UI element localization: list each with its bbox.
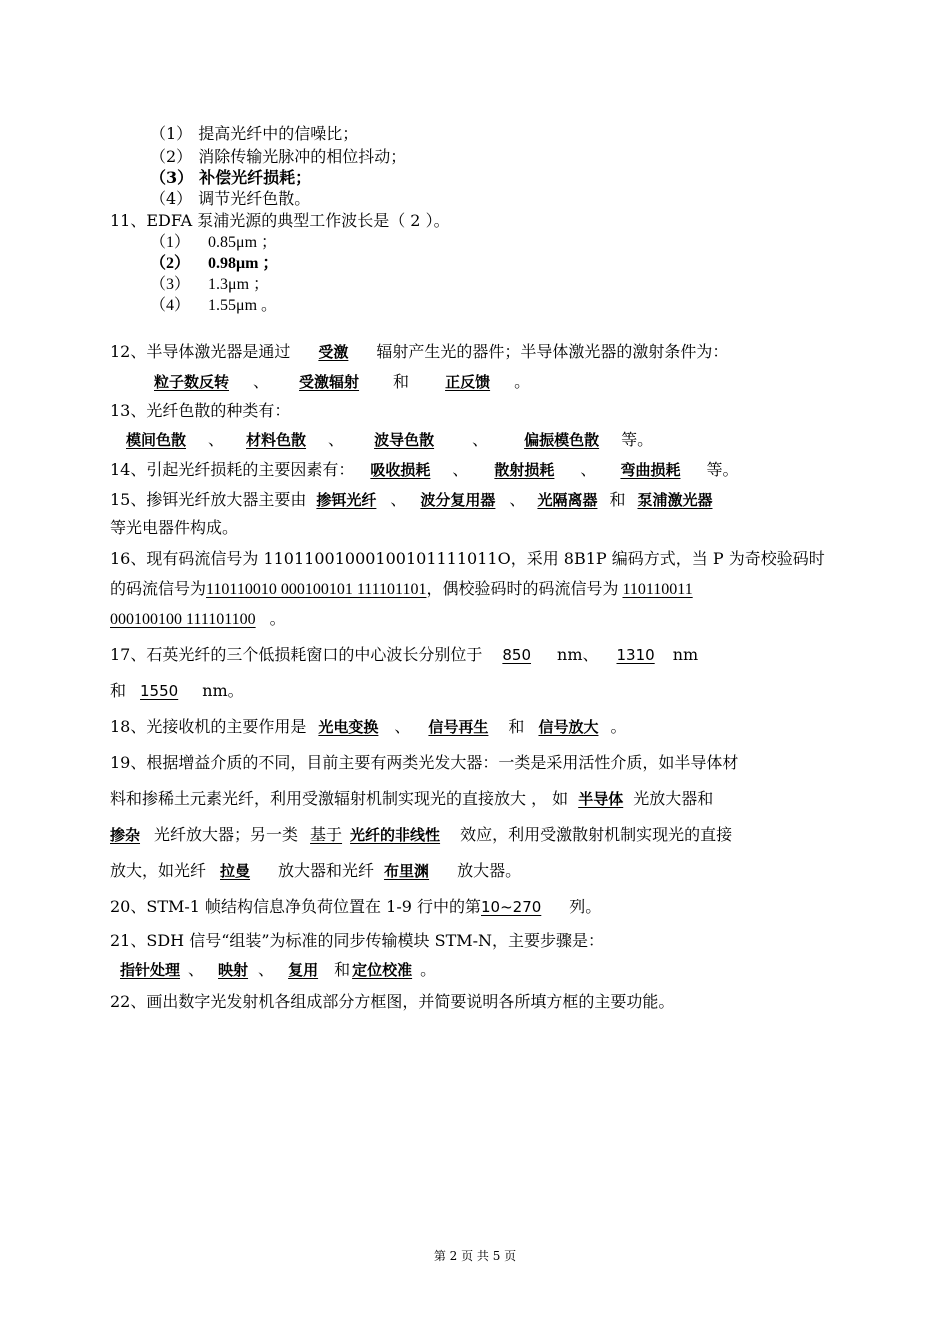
q12-answer-3: 受激辐射 — [299, 373, 360, 391]
q20-line: 20、STM-1 帧结构信息净负荷位置在 1-9 行中的第10~270 列。 — [110, 897, 602, 916]
q13-answer-4: 偏振模色散 — [524, 431, 600, 449]
q19-line-2: 料和掺稀土元素光纤，利用受激辐射机制实现光的直接放大 ， 如 半导体 光放大器和 — [110, 789, 714, 808]
q11-option-4: （4） 1.55μm 。 — [150, 297, 278, 314]
q12-answer-1: 受激 — [318, 343, 349, 361]
q11-option-2-answer: （2） 0.98μm ； — [150, 255, 279, 272]
q11-option-3: （3） 1.3μm ； — [150, 276, 270, 293]
q14-answer-2: 散射损耗 — [494, 461, 555, 479]
q10-option-2: （2） 消除传输光脉冲的相位抖动； — [150, 147, 407, 166]
q16-line-1: 16、现有码流信号为 11011001000100101111011O，采用 8B1P 编码方式，当 P 为奇校验码时 — [110, 549, 825, 568]
q13-answer-1: 模间色散 — [126, 431, 187, 449]
q15-answer-3: 光隔离器 — [537, 491, 598, 509]
q11-text: 11、EDFA 泵浦光源的典型工作波长是（ 2 ）。 — [110, 211, 450, 230]
q12-line-2: 粒子数反转 、 受激辐射 和 正反馈 。 — [138, 372, 530, 392]
q17-line-2: 和 1550 nm。 — [110, 681, 244, 700]
q17-answer-3: 1550 — [140, 682, 179, 700]
q19-answer-4: 拉曼 — [220, 862, 251, 880]
q21-text: 21、SDH 信号“组装”为标准的同步传输模块 STM-N，主要步骤是： — [110, 931, 605, 950]
q19-answer-5: 布里渊 — [384, 862, 430, 880]
q16-line-2: 的码流信号为110110010 000100101 111101101，偶校验码时的码流信号为 110110011 — [110, 579, 693, 598]
q12-answer-4: 正反馈 — [445, 373, 491, 391]
q14-line: 14、引起光纤损耗的主要因素有： 吸收损耗 、 散射损耗 、 弯曲损耗 等。 — [110, 460, 739, 479]
q13-text: 13、光纤色散的种类有： — [110, 401, 291, 420]
q21-answer-2: 映射 — [218, 961, 249, 979]
q19-answer-3: 光纤的非线性 — [350, 826, 441, 844]
q16-answer-odd: 110110010 000100101 111101101 — [206, 581, 427, 598]
q19-line-4: 放大，如光纤 拉曼 放大器和光纤 布里渊 放大器。 — [110, 861, 522, 880]
q18-answer-3: 信号放大 — [538, 718, 599, 736]
q18-answer-1: 光电变换 — [318, 718, 379, 736]
q15-line-1: 15、掺铒光纤放大器主要由 掺铒光纤 、 波分复用器 、 光隔离器 和 泵浦激光器 — [110, 490, 720, 510]
q19-answer-1: 半导体 — [578, 790, 624, 808]
q12-answer-2: 粒子数反转 — [154, 373, 230, 391]
q16-answer-even-part-2: 000100100 111101100 — [110, 611, 256, 628]
q15-answer-2: 波分复用器 — [420, 491, 496, 509]
q19-line-3: 掺杂 光纤放大器；另一类 基于 光纤的非线性 效应，利用受激散射机制实现光的直接 — [110, 825, 733, 844]
q10-option-3-answer: （3） 补偿光纤损耗； — [150, 168, 312, 187]
q21-answer-1: 指针处理 — [120, 961, 181, 979]
q18-answer-2: 信号再生 — [428, 718, 489, 736]
q13-answer-2: 材料色散 — [246, 431, 307, 449]
q11-option-1: （1） 0.85μm ； — [150, 234, 278, 251]
q15-answer-1: 掺铒光纤 — [316, 491, 377, 509]
q19-line-1: 19、根据增益介质的不同，目前主要有两类光发大器：一类是采用活性介质，如半导体材 — [110, 753, 739, 772]
q15-answer-4: 泵浦激光器 — [637, 491, 713, 509]
q10-option-1: （1） 提高光纤中的信噪比； — [150, 124, 359, 143]
q10-option-4: （4） 调节光纤色散。 — [150, 189, 311, 208]
q21-answer-4: 定位校准 — [352, 961, 413, 979]
q17-line-1: 17、石英光纤的三个低损耗窗口的中心波长分别位于 850 nm、 1310 nm — [110, 645, 699, 664]
page-footer: 第 2 页 共 5 页 — [433, 1249, 517, 1263]
q17-answer-1: 850 — [502, 646, 532, 664]
q20-answer: 10~270 — [481, 898, 542, 916]
q15-line-2: 等光电器件构成。 — [110, 518, 239, 537]
q16-answer-even-part-1: 110110011 — [622, 581, 693, 598]
q13-answers: 模间色散 、 材料色散 、 波导色散 、 偏振模色散 等。 — [110, 430, 653, 450]
q21-answers: 指针处理 、 映射 、 复用 和 定位校准 。 — [110, 960, 436, 980]
q14-answer-1: 吸收损耗 — [370, 461, 431, 479]
q21-answer-3: 复用 — [288, 961, 319, 979]
q22-text: 22、画出数字光发射机各组成部分方框图，并简要说明各所填方框的主要功能。 — [110, 992, 675, 1011]
q16-line-3: 000100100 111101100 。 — [110, 609, 286, 628]
q19-answer-2: 掺杂 — [110, 826, 141, 844]
q12-line-1: 12、半导体激光器是通过 受激 辐射产生光的器件；半导体激光器的激射条件为： — [110, 342, 729, 361]
q14-answer-3: 弯曲损耗 — [620, 461, 681, 479]
q13-answer-3: 波导色散 — [374, 431, 435, 449]
q18-line: 18、光接收机的主要作用是 光电变换 、 信号再生 和 信号放大 。 — [110, 717, 627, 736]
q17-answer-2: 1310 — [616, 646, 655, 664]
